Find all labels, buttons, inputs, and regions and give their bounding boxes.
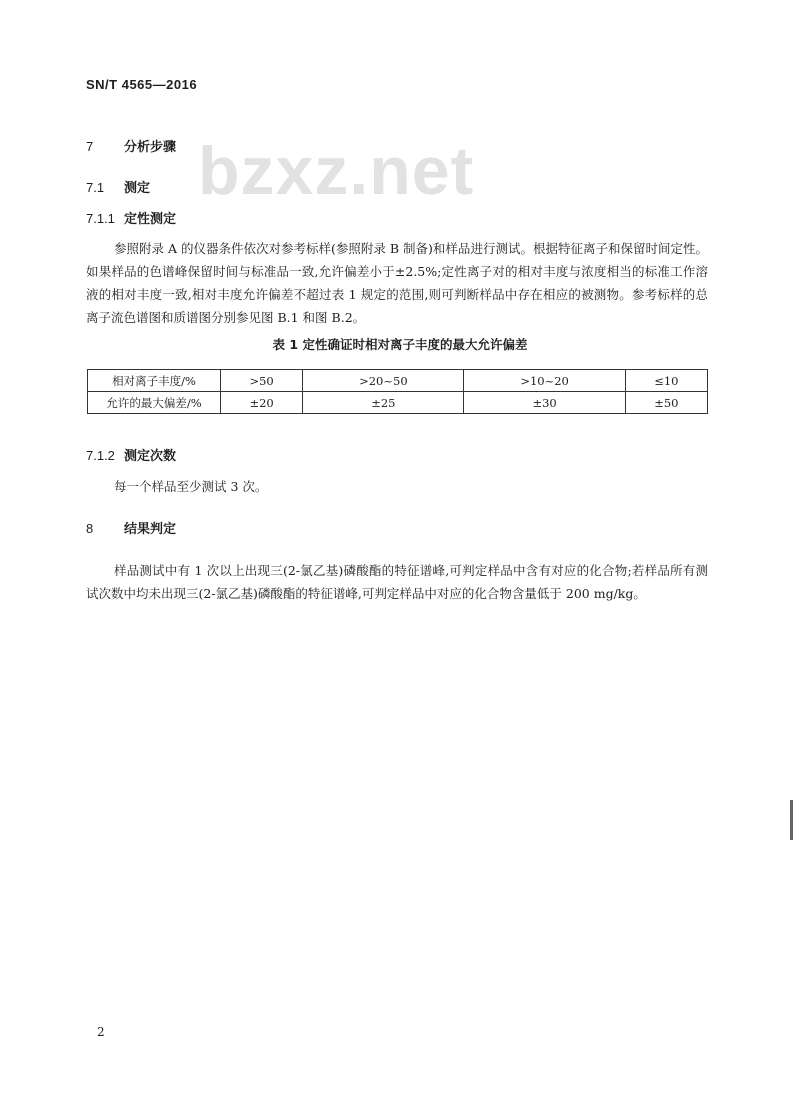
section-7-title: 分析步骤 [124, 140, 177, 155]
section-7-number: 7 [86, 139, 94, 154]
page-number: 2 [97, 1025, 105, 1039]
table-1 [87, 369, 708, 414]
table-cell: ±20 [221, 392, 303, 414]
section-7-1-2-number: 7.1.2 [86, 448, 115, 463]
table-cell: ±30 [464, 392, 625, 414]
section-7-1-1-title: 定性测定 [124, 212, 177, 227]
section-7-1-number: 7.1 [86, 180, 105, 195]
table-cell: >20~50 [303, 370, 464, 392]
table-cell: ≤10 [625, 370, 707, 392]
section-7-heading [86, 136, 176, 155]
table-row [88, 370, 708, 392]
section-7-1-2-title: 测定次数 [124, 449, 177, 464]
scan-edge-mark [790, 800, 793, 840]
document-code-header: SN/T 4565—2016 [86, 77, 198, 92]
table-cell: ±50 [625, 392, 707, 414]
table-cell: >10~20 [464, 370, 625, 392]
paragraph-7-1-1: 参照附录 A 的仪器条件依次对参考标样(参照附录 B 制备)和样品进行测试。根据特征离子和保留时间定性。如果样品的色谱峰保留时间与标准品一致,允许偏差小于±2.5%;定性离子对的相对丰度与浓度相当的标准工作溶液的相对丰度一致,相对丰度允许偏差不超过表 1 规定的范围,则可判断样品中存在相应的被测物。参考标样的总离子流色谱图和质谱图分别参见图 B.1 和图 B.2。 [86, 241, 708, 325]
paragraph-8: 样品测试中有 1 次以上出现三(2-氯乙基)磷酸酯的特征谱峰,可判定样品中含有对应的化合物;若样品所有测试次数中均未出现三(2-氯乙基)磷酸酯的特征谱峰,可判定样品中对应的化合物含量低于 200 mg/kg。 [86, 563, 708, 601]
table-1-title: 表 1 定性确证时相对离子丰度的最大允许偏差 [272, 337, 528, 352]
section-8-heading [86, 518, 176, 537]
section-7-1-heading [86, 177, 150, 196]
table-row [88, 392, 708, 414]
section-7-1-1-number: 7.1.1 [86, 211, 115, 226]
section-7-1-1-heading [86, 208, 176, 227]
table-cell: 允许的最大偏差/% [88, 392, 221, 414]
table-cell: 相对离子丰度/% [88, 370, 221, 392]
section-8-title: 结果判定 [124, 522, 177, 537]
watermark: bzxz.net [198, 133, 475, 209]
paragraph-7-1-2: 每一个样品至少测试 3 次。 [114, 479, 268, 494]
table-cell: >50 [221, 370, 303, 392]
section-8-number: 8 [86, 521, 94, 536]
section-7-1-title: 测定 [124, 181, 151, 196]
table-cell: ±25 [303, 392, 464, 414]
section-7-1-2-heading [86, 445, 176, 464]
